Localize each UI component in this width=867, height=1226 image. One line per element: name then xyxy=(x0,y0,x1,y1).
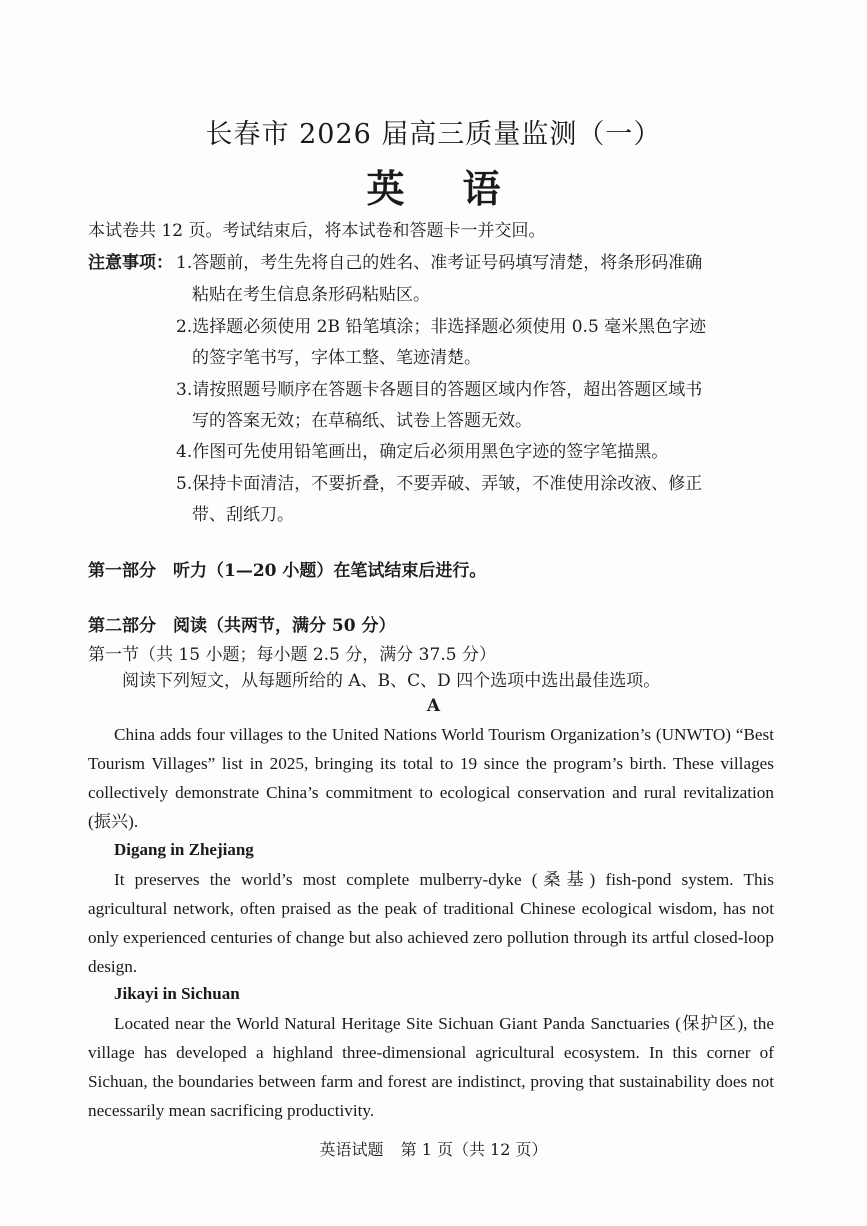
note-item-continuation: 带、刮纸刀。 xyxy=(192,505,294,525)
exam-intro: 本试卷共 12 页。考试结束后，将本试卷和答题卡一并交回。 xyxy=(88,221,546,241)
note-item: 1.答题前，考生先将自己的姓名、准考证号码填写清楚，将条形码准确 xyxy=(176,253,703,273)
note-item: 5.保持卡面清洁，不要折叠，不要弄破、弄皱，不准使用涂改液、修正 xyxy=(176,474,703,494)
exam-title: 长春市 2026 届高三质量监测（一） xyxy=(205,119,662,150)
part-one-heading: 第一部分 听力（1—20 小题）在笔试结束后进行。 xyxy=(88,561,487,581)
note-item: 2.选择题必须使用 2B 铅笔填涂；非选择题必须使用 0.5 毫米黑色字迹 xyxy=(176,317,707,337)
reading-instruction: 阅读下列短文，从每题所给的 A、B、C、D 四个选项中选出最佳选项。 xyxy=(122,671,661,691)
footer-subject: 英语试题 xyxy=(319,1140,384,1159)
section-paragraph: Located near the World Natural Heritage Site Sichuan Giant Panda Sanctuaries (保护区), the village has developed a highland three-dimensional agricultural ecosystem. In this corner of Sichuan, the boundaries between farm and forest are indistinct, proving that sustainability does not necessarily mean sacrificing productivity. xyxy=(88,1014,774,1120)
note-item: 3.请按照题号顺序在答题卡各题目的答题区域内作答，超出答题区域书 xyxy=(176,380,703,400)
note-item: 4.作图可先使用铅笔画出，确定后必须用黑色字迹的签字笔描黑。 xyxy=(176,442,669,462)
passage-intro-paragraph: China adds four villages to the United Nations World Tourism Organization’s (UNWTO) “Best Tourism Villages” list in 2025, bringing its total to 19 since the program’s birth. These villages collectively demonstrate China’s commitment to ecological conservation and rural revitalization (振兴). xyxy=(88,725,774,831)
section-paragraph: It preserves the world’s most complete mulberry-dyke (桑基) fish-pond system. This agricultural network, often praised as the peak of traditional Chinese ecological wisdom, has not only experienced centuries of change but also achieved zero pollution through its artful closed-loop design. xyxy=(88,870,774,976)
note-item-continuation: 的签字笔书写，字体工整、笔迹清楚。 xyxy=(192,348,481,368)
part-two-heading: 第二部分 阅读（共两节，满分 50 分） xyxy=(88,616,396,636)
section-heading: Jikayi in Sichuan xyxy=(114,984,240,1003)
notes-label: 注意事项： xyxy=(88,253,173,273)
note-item-continuation: 写的答案无效；在草稿纸、试卷上答题无效。 xyxy=(192,411,532,431)
section-one-heading: 第一节（共 15 小题；每小题 2.5 分，满分 37.5 分） xyxy=(88,645,496,665)
footer-page-number: 第 1 页（共 12 页） xyxy=(400,1140,548,1159)
page-footer xyxy=(0,1137,867,1160)
passage-letter: A xyxy=(426,696,441,716)
subject-title: 英语 xyxy=(366,166,559,211)
note-item-continuation: 粘贴在考生信息条形码粘贴区。 xyxy=(192,285,430,305)
section-heading: Digang in Zhejiang xyxy=(114,840,254,859)
